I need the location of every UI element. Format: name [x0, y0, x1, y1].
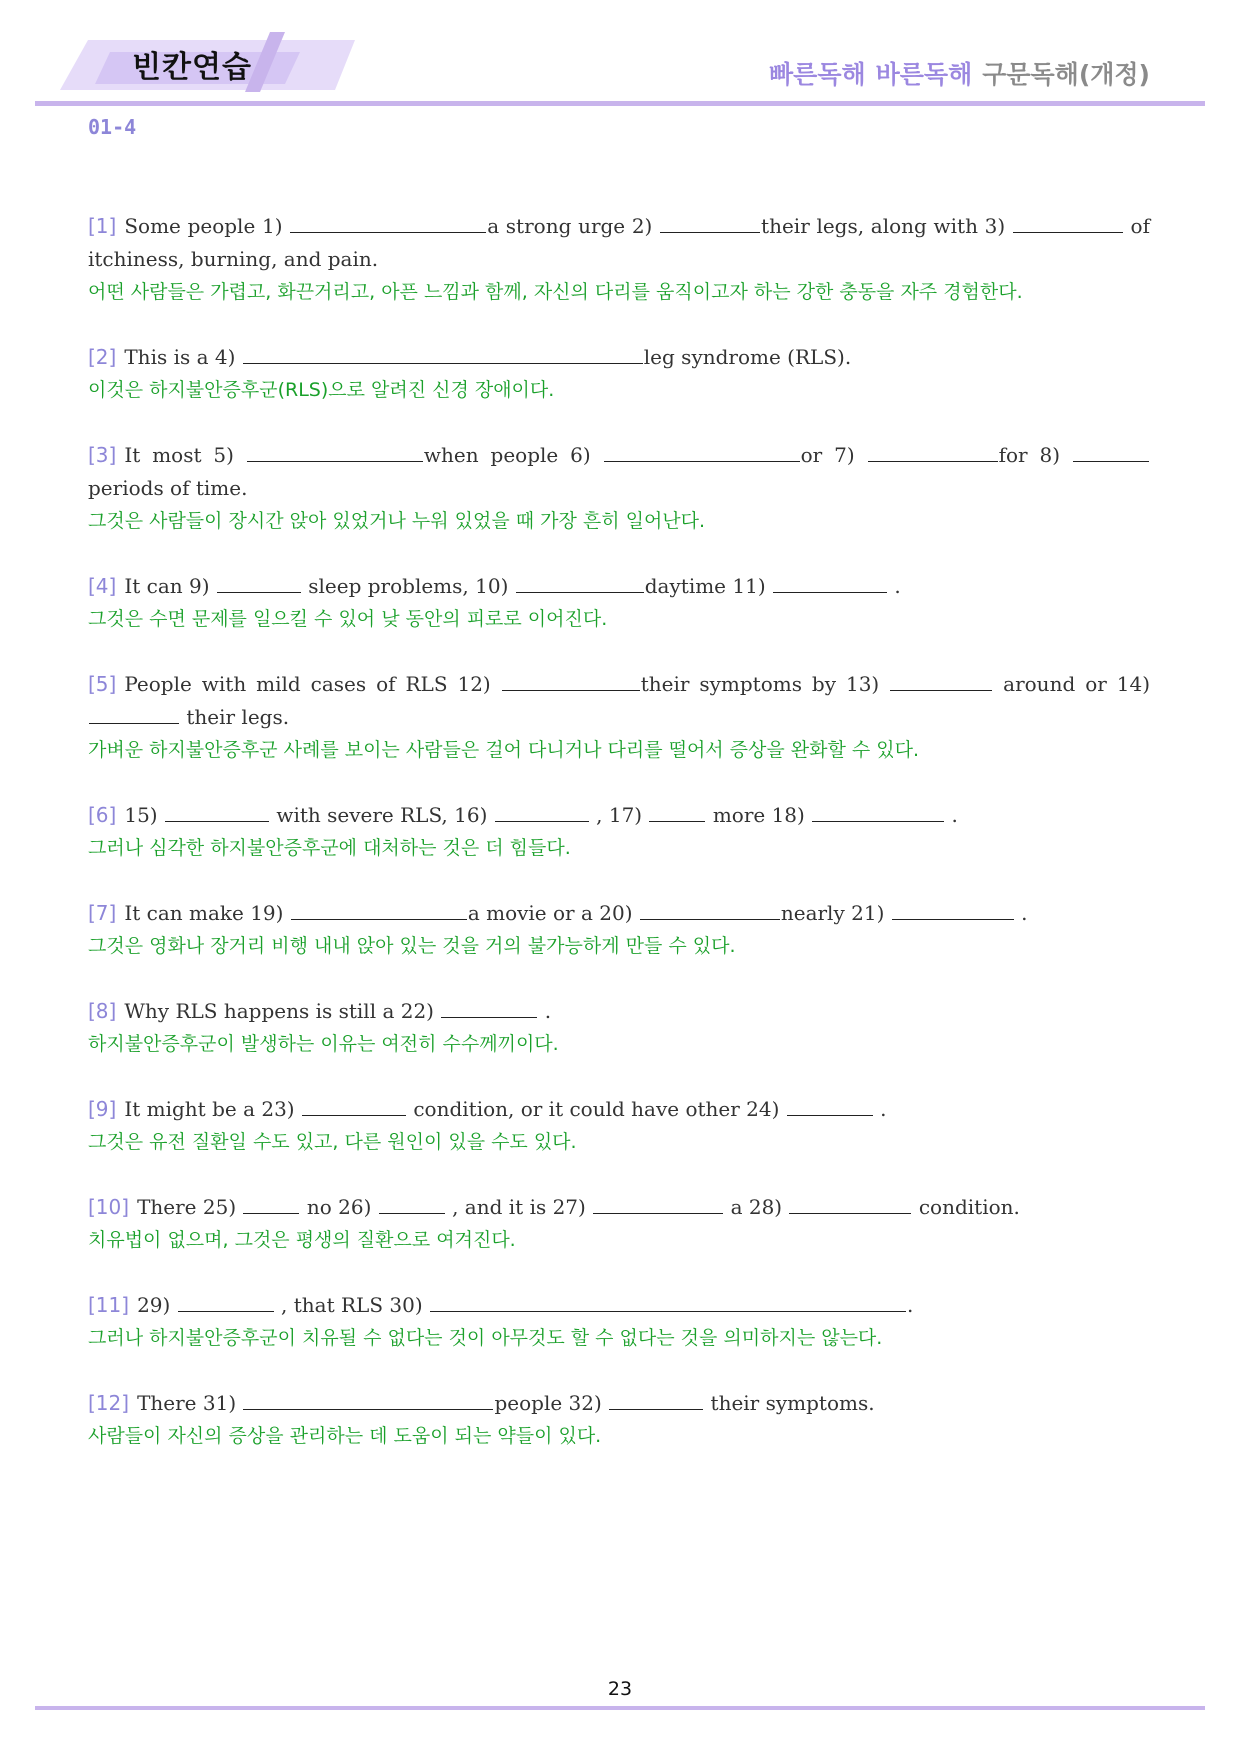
sentence-text: It most 5)	[124, 443, 234, 467]
sentence-text: a 28)	[730, 1195, 783, 1219]
english-sentence	[88, 341, 1150, 374]
sentence-text: condition.	[918, 1195, 1020, 1219]
sentence-text: nearly 21)	[780, 901, 885, 925]
sentence-text: Why RLS happens is still a 22)	[124, 999, 434, 1023]
sentence-text: people 32)	[494, 1391, 602, 1415]
sentence-text: .	[1021, 901, 1028, 925]
sentence-text: Some people 1)	[124, 214, 283, 238]
blank-field[interactable]	[441, 999, 537, 1018]
blank-field[interactable]	[593, 1195, 723, 1214]
section-label: 빈칸연습	[132, 50, 252, 85]
book-title-part-2: 바른독해	[875, 60, 973, 89]
sentence-text: .	[544, 999, 552, 1023]
exercise-item-6	[88, 799, 1150, 865]
blank-field[interactable]	[516, 574, 644, 593]
sentence-text: no 26)	[306, 1195, 372, 1219]
korean-translation: 그러나 하지불안증후군이 치유될 수 없다는 것이 아무것도 할 수 없다는 것을 의미하지는 않는다.	[88, 1327, 883, 1349]
blank-field[interactable]	[247, 443, 423, 462]
blank-field[interactable]	[302, 1097, 406, 1116]
sentence-number: [10]	[88, 1195, 130, 1219]
blank-field[interactable]	[787, 1097, 873, 1116]
sentence-number: [8]	[88, 999, 117, 1023]
sentence-text: their symptoms.	[710, 1391, 875, 1415]
exercise-item-10	[88, 1191, 1150, 1257]
sentence-text: a strong urge 2)	[487, 214, 653, 238]
blank-field[interactable]	[890, 672, 992, 691]
exercise-item-3	[88, 439, 1150, 538]
sentence-text: their legs.	[186, 705, 290, 729]
sentence-number: [5]	[88, 672, 117, 696]
sentence-text: There 25)	[137, 1195, 237, 1219]
english-sentence	[88, 897, 1150, 930]
footer-divider	[35, 1706, 1205, 1710]
blank-field[interactable]	[789, 1195, 911, 1214]
blank-field[interactable]	[1013, 214, 1123, 233]
blank-field[interactable]	[243, 1195, 299, 1214]
korean-translation: 그것은 사람들이 장시간 앉아 있었거나 누워 있었을 때 가장 흔히 일어난다.	[88, 510, 706, 532]
blank-field[interactable]	[892, 901, 1014, 920]
sentence-number: [9]	[88, 1097, 117, 1121]
blank-field[interactable]	[609, 1391, 703, 1410]
english-sentence	[88, 668, 1150, 734]
sentence-text: more 18)	[712, 803, 805, 827]
sentence-text: 29)	[137, 1293, 171, 1317]
korean-translation: 이것은 하지불안증후군(RLS)으로 알려진 신경 장애이다.	[88, 379, 555, 401]
sentence-text: leg syndrome (RLS).	[643, 345, 852, 369]
exercise-item-4	[88, 570, 1150, 636]
exercise-item-9	[88, 1093, 1150, 1159]
blank-field[interactable]	[430, 1293, 906, 1312]
blank-field[interactable]	[379, 1195, 445, 1214]
korean-translation: 사람들이 자신의 증상을 관리하는 데 도움이 되는 약들이 있다.	[88, 1425, 602, 1447]
english-sentence	[88, 799, 1150, 832]
sentence-text: There 31)	[137, 1391, 237, 1415]
header-banner	[0, 0, 1240, 110]
sentence-text: when people 6)	[423, 443, 591, 467]
blank-field[interactable]	[291, 901, 467, 920]
blank-field[interactable]	[773, 574, 887, 593]
korean-translation: 그것은 유전 질환일 수도 있고, 다른 원인이 있을 수도 있다.	[88, 1131, 577, 1153]
blank-field[interactable]	[243, 1391, 493, 1410]
sentence-text: .	[880, 1097, 887, 1121]
exercise-item-7	[88, 897, 1150, 963]
header-divider	[35, 101, 1205, 106]
book-title	[769, 55, 1150, 91]
sentence-text: daytime 11)	[644, 574, 766, 598]
english-sentence	[88, 1093, 1150, 1126]
sentence-text: This is a 4)	[124, 345, 236, 369]
korean-translation: 하지불안증후군이 발생하는 이유는 여전히 수수께끼이다.	[88, 1033, 559, 1055]
sentence-text: .	[951, 803, 958, 827]
sentence-text: It can 9)	[124, 574, 210, 598]
exercise-item-2	[88, 341, 1150, 407]
blank-field[interactable]	[290, 214, 486, 233]
english-sentence	[88, 1289, 1150, 1322]
blank-field[interactable]	[1073, 443, 1149, 462]
sentence-text: 15)	[124, 803, 158, 827]
english-sentence	[88, 570, 1150, 603]
sentence-text: their symptoms by 13)	[640, 672, 880, 696]
korean-translation: 치유법이 없으며, 그것은 평생의 질환으로 여겨진다.	[88, 1229, 516, 1251]
sentence-number: [12]	[88, 1391, 130, 1415]
sentence-text: of itchiness, burning, and pain.	[88, 214, 1150, 271]
exercise-item-1	[88, 210, 1150, 309]
sentence-text: It might be a 23)	[124, 1097, 295, 1121]
sentence-text: It can make 19)	[124, 901, 284, 925]
sentence-number: [11]	[88, 1293, 130, 1317]
sentence-number: [6]	[88, 803, 117, 827]
sentence-text: or 7)	[800, 443, 855, 467]
korean-translation: 그것은 수면 문제를 일으킬 수 있어 낮 동안의 피로로 이어진다.	[88, 608, 608, 630]
section-code: 01-4	[88, 115, 137, 139]
sentence-text: sleep problems, 10)	[308, 574, 509, 598]
blank-field[interactable]	[649, 803, 705, 822]
book-title-part-3: 구문독해(개정)	[982, 60, 1150, 89]
sentence-number: [3]	[88, 443, 117, 467]
sentence-text: , 17)	[596, 803, 643, 827]
sentence-text: with severe RLS, 16)	[276, 803, 488, 827]
exercise-item-12	[88, 1387, 1150, 1453]
sentence-number: [1]	[88, 214, 117, 238]
english-sentence	[88, 995, 1150, 1028]
exercise-item-8	[88, 995, 1150, 1061]
korean-translation: 그러나 심각한 하지불안증후군에 대처하는 것은 더 힘들다.	[88, 837, 571, 859]
korean-translation: 어떤 사람들은 가렵고, 화끈거리고, 아픈 느낌과 함께, 자신의 다리를 움직이고자 하는 강한 충동을 자주 경험한다.	[88, 281, 1023, 303]
sentence-text: .	[907, 1293, 914, 1317]
page-number: 23	[607, 1678, 633, 1700]
blank-field[interactable]	[502, 672, 640, 691]
sentence-text: , and it is 27)	[452, 1195, 586, 1219]
english-sentence	[88, 1387, 1150, 1420]
sentence-number: [4]	[88, 574, 117, 598]
exercise-item-5	[88, 668, 1150, 767]
sentence-number: [7]	[88, 901, 117, 925]
blank-field[interactable]	[165, 803, 269, 822]
blank-field[interactable]	[217, 574, 301, 593]
sentence-text: around or 14)	[1003, 672, 1150, 696]
blank-field[interactable]	[640, 901, 780, 920]
sentence-text: their legs, along with 3)	[761, 214, 1006, 238]
blank-field[interactable]	[868, 443, 998, 462]
sentence-text: periods of time.	[88, 476, 248, 500]
sentence-text: , that RLS 30)	[281, 1293, 423, 1317]
sentence-text: a movie or a 20)	[467, 901, 633, 925]
book-title-part-1: 빠른독해	[769, 60, 866, 89]
sentence-text: condition, or it could have other 24)	[413, 1097, 780, 1121]
exercise-item-11	[88, 1289, 1150, 1355]
english-sentence	[88, 210, 1150, 276]
blank-field[interactable]	[812, 803, 944, 822]
sentence-text: .	[894, 574, 901, 598]
sentence-text: for 8)	[998, 443, 1061, 467]
blank-field[interactable]	[660, 214, 760, 233]
sentence-number: [2]	[88, 345, 117, 369]
english-sentence	[88, 1191, 1150, 1224]
blank-field[interactable]	[243, 345, 643, 364]
blank-field[interactable]	[178, 1293, 274, 1312]
english-sentence	[88, 439, 1150, 505]
sentence-text: People with mild cases of RLS 12)	[124, 672, 491, 696]
blank-field[interactable]	[89, 705, 179, 724]
exercise-list	[88, 210, 1150, 1485]
korean-translation: 가벼운 하지불안증후군 사례를 보이는 사람들은 걸어 다니거나 다리를 떨어서 증상을 완화할 수 있다.	[88, 739, 920, 761]
korean-translation: 그것은 영화나 장거리 비행 내내 앉아 있는 것을 거의 불가능하게 만들 수 있다.	[88, 935, 736, 957]
blank-field[interactable]	[604, 443, 800, 462]
blank-field[interactable]	[495, 803, 589, 822]
